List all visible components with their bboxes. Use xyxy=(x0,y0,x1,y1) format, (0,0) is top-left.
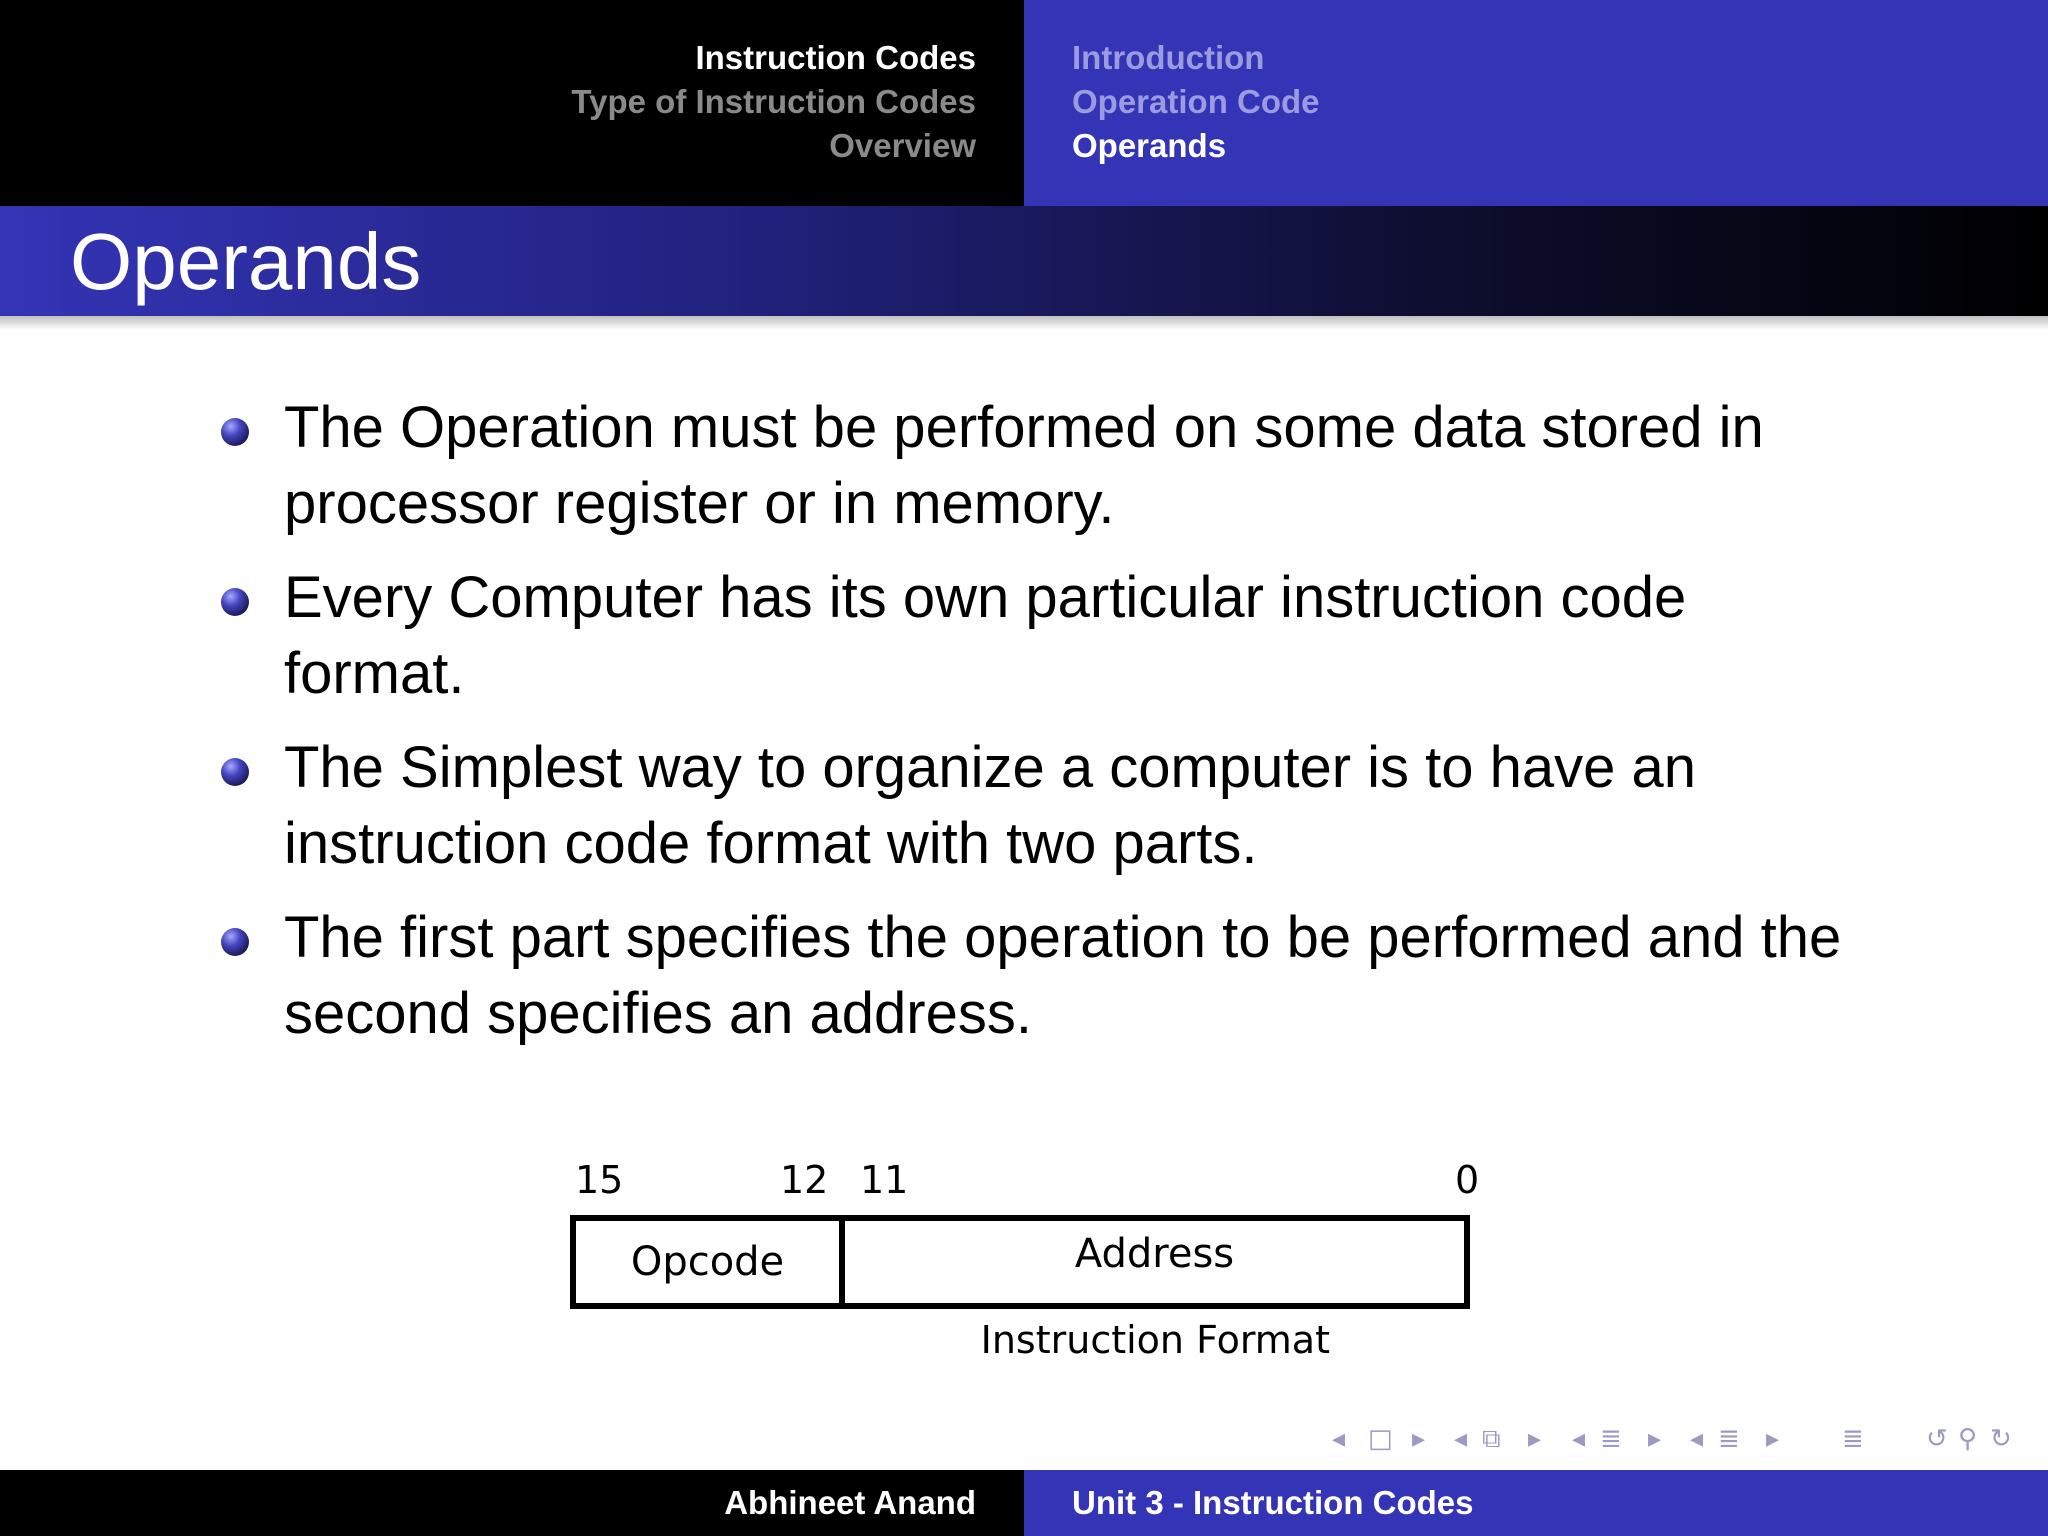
bullet-text: The first part specifies the operation to be performed and the second specifies an address. xyxy=(284,905,1842,1046)
bullet-ball-icon xyxy=(221,418,249,446)
prev-slide-icon[interactable]: ◂ xyxy=(1332,1424,1346,1454)
subsection-icon[interactable]: ≣ xyxy=(1600,1424,1622,1454)
bullet-text: Every Computer has its own particular instruction code format. xyxy=(284,565,1687,706)
footer-author: Abhineet Anand xyxy=(724,1484,976,1521)
bit-label-11: 11 xyxy=(860,1158,909,1202)
nav-subsection-operation-code[interactable]: Operation Code xyxy=(1072,83,1320,120)
footer-title-panel xyxy=(1024,1470,2048,1536)
nav-section-type-of-instruction-codes[interactable]: Type of Instruction Codes xyxy=(571,83,976,120)
frame-title: Operands xyxy=(70,217,422,306)
bullet-text: The Simplest way to organize a computer is to have an instruction code format with two parts. xyxy=(284,735,1697,876)
next-frame-icon[interactable]: ▸ xyxy=(1528,1424,1542,1454)
footer-title: Unit 3 - Instruction Codes xyxy=(1072,1484,1474,1521)
back-icon[interactable]: ↺ xyxy=(1926,1424,1948,1454)
frame-icon[interactable]: ⧉ xyxy=(1482,1424,1501,1454)
bullet-list xyxy=(218,390,1878,1070)
next-section-icon[interactable]: ▸ xyxy=(1766,1424,1780,1454)
title-bar-shadow xyxy=(0,316,2048,330)
bit-label-0: 0 xyxy=(1455,1158,1480,1202)
instruction-register-box xyxy=(570,1215,1470,1309)
search-icon[interactable]: ⚲ xyxy=(1958,1424,1978,1454)
bit-label-15: 15 xyxy=(575,1158,624,1202)
opcode-field: Opcode xyxy=(576,1221,845,1303)
document-icon[interactable]: ≣ xyxy=(1842,1424,1864,1454)
bullet-item xyxy=(218,730,1878,882)
footer-author-panel xyxy=(0,1470,1024,1536)
slide-icon[interactable]: □ xyxy=(1368,1424,1393,1454)
prev-section-icon[interactable]: ◂ xyxy=(1690,1424,1704,1454)
instruction-format-figure xyxy=(540,1155,1500,1380)
nav-subsection-operands[interactable]: Operands xyxy=(1072,127,1227,164)
navigation-symbols xyxy=(1332,1424,2032,1460)
prev-subsection-icon[interactable]: ◂ xyxy=(1572,1424,1586,1454)
bullet-ball-icon xyxy=(221,758,249,786)
nav-section-overview[interactable]: Overview xyxy=(829,127,976,164)
bullet-item xyxy=(218,900,1878,1052)
bullet-text: The Operation must be performed on some data stored in processor register or in memory. xyxy=(284,395,1764,536)
address-field: Address xyxy=(1074,1231,1235,1277)
section-icon[interactable]: ≣ xyxy=(1718,1424,1740,1454)
prev-frame-icon[interactable]: ◂ xyxy=(1454,1424,1468,1454)
forward-icon[interactable]: ↻ xyxy=(1990,1424,2012,1454)
figure-caption: Instruction Format xyxy=(980,1318,1330,1362)
bullet-ball-icon xyxy=(221,928,249,956)
nav-section-instruction-codes[interactable]: Instruction Codes xyxy=(695,39,976,76)
bullet-item xyxy=(218,390,1878,542)
next-slide-icon[interactable]: ▸ xyxy=(1412,1424,1426,1454)
section-nav xyxy=(571,36,976,168)
bit-label-12: 12 xyxy=(780,1158,829,1202)
header-subsections-panel xyxy=(1024,0,2048,206)
bullet-ball-icon xyxy=(221,588,249,616)
header-sections-panel xyxy=(0,0,1024,206)
nav-subsection-introduction[interactable]: Introduction xyxy=(1072,39,1265,76)
subsection-nav xyxy=(1072,36,1320,168)
bullet-item xyxy=(218,560,1878,712)
next-subsection-icon[interactable]: ▸ xyxy=(1648,1424,1662,1454)
